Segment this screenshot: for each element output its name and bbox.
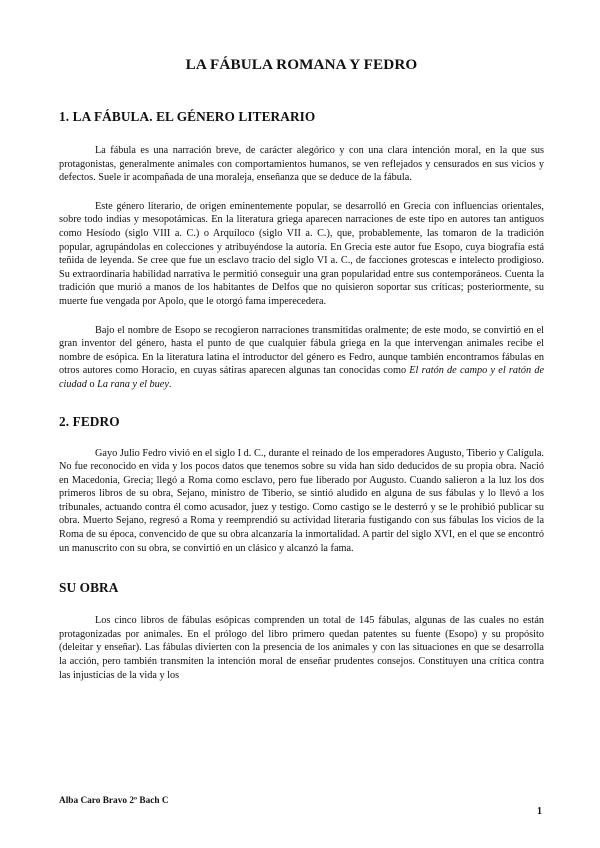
paragraph-obra: Los cinco libros de fábulas esópicas comprenden un total de 145 fábulas, algunas de las cuales no están protagonizadas por animales. En el prólogo del libro primero quedan patentes su fuente (Esopo) y su propósito (deleitar y enseñar). Las fábulas divierten con la presencia de los animales y con las situaciones en que se desarrolla la acción, pero también transmiten la intención moral de enseñar prudentes consejos. Constituyen una crítica contra las injusticias de la vida y los	[59, 615, 544, 681]
footer-author: Alba Caro Bravo 2º Bach C	[59, 796, 169, 806]
paragraph-end: .	[168, 378, 172, 390]
page-number: 1	[537, 806, 542, 817]
section-heading-fabula: 1. LA FÁBULA. EL GÉNERO LITERARIO	[59, 109, 316, 124]
paragraph-fabula-definition: La fábula es una narración breve, de carácter alegórico y con una clara intención moral, en la que sus protagonistas, generalmente animales con comportamientos humanos, se ven reflejados y censurados en sus vicios y defectos. Suele ir acompañada de una moraleja, enseñanza que se deduce de la fábula.	[59, 145, 544, 184]
document-title: LA FÁBULA ROMANA Y FEDRO	[185, 56, 418, 73]
paragraph-fabula-origin: Este género literario, de origen eminentemente popular, se desarrolló en Grecia con influencias orientales, sobre todo indias y mesopotámicas. En la literatura griega aparecen narraciones de este tipo en autores tan antiguos como Hesíodo (siglo VIII a. C.) o Arquíloco (siglo VII a. C.), que, probablemente, las tomaron de la tradición popular, agrupándolas en colecciones y atribuyéndose la autoría. En Grecia este autor fue Esopo, cuya biografía está teñida de leyenda. Se cree que fue un esclavo tracio del siglo VI a. C., de facciones grotescas e intelecto prodigioso. Su extraordinaria habilidad narrativa le permitió conseguir una gran popularidad entre sus contemporáneos. Cuenta la tradición que murió a manos de los habitantes de Delfos que no quisieron soportar sus críticas; posteriormente, su muerte fue vengada por Apolo, que le otorgó fama imperecedera.	[59, 200, 544, 307]
section-heading-fedro: 2. FEDRO	[59, 413, 120, 429]
paragraph-fabula-esopo	[59, 324, 544, 392]
section-heading-obra: SU OBRA	[59, 580, 119, 596]
fable-title-raton: El ratón de campo y el ratón de ciudad	[59, 365, 544, 390]
paragraph-connector: o	[86, 378, 98, 390]
paragraph-fabula-esopo-text: Bajo el nombre de Esopo se recogieron narraciones transmitidas oralmente; de este modo, se convirtió en el gran inventor del género, hasta el punto de que cualquier fábula griega en la que intervengan animales recibe el nombre de esópica. En la literatura latina el introductor del género es Fedro, aunque también encontramos fábulas en otros autores como Horacio, en cuyas sátiras aparecen algunas tan conocidas como	[59, 324, 544, 377]
fable-title-rana: La rana y el buey	[97, 378, 169, 390]
paragraph-fedro-biography: Gayo Julio Fedro vivió en el siglo I d. C., durante el reinado de los emperadores Augusto, Tiberio y Calígula. No fue reconocido en vida y los pocos datos que tenemos sobre su vida han sido deducidos de su propia obra. Nació en Macedonia, Grecia; llegó a Roma como esclavo, pero fue liberado por Augusto. Cuando salieron a la luz los dos primeros libros de su obra, Sejano, ministro de Tiberio, se sintió aludido en alguna de sus fábulas y lo llevó a los tribunales, actuando contra él como acusador, juez y testigo. Como castigo se le desterró y se le prohibió publicar su obra. Muerto Sejano, regresó a Roma y reemprendió su actividad literaria fustigando con sus fábulas los vicios de la Roma de su época, convencido de que su obra alcanzaría la inmortalidad. A partir del siglo XVI, en el que se encontró un manuscrito con su obra, se convirtió en un clásico y alcanzó la fama.	[59, 447, 544, 554]
